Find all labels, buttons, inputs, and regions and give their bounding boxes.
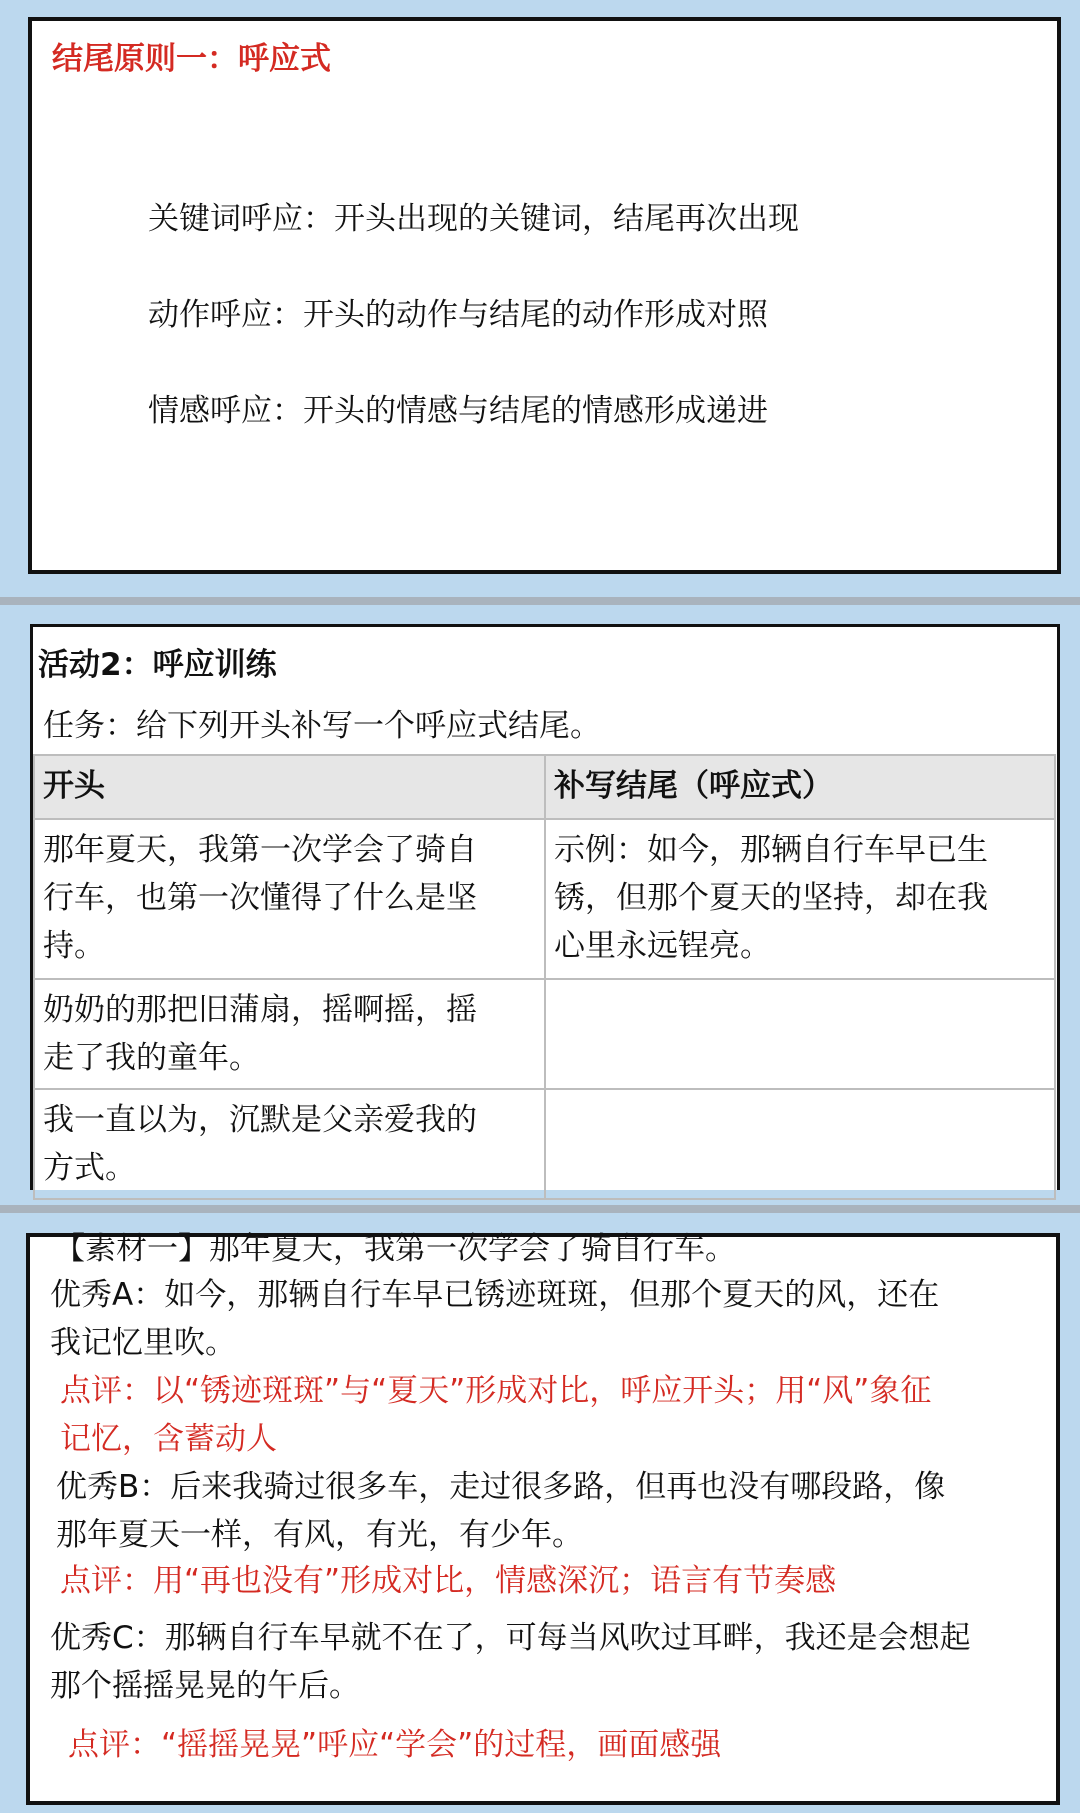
principle-line-keyword: 关键词呼应：开头出现的关键词，结尾再次出现 (148, 201, 799, 237)
table-row (34, 979, 1055, 1089)
header-ending: 补写结尾（呼应式） (545, 755, 1055, 819)
comment-a-line: 点评：以“锈迹斑斑”与“夏天”形成对比，呼应开头；用“风”象征 (60, 1373, 932, 1409)
comment-a-line: 记忆，含蓄动人 (60, 1421, 277, 1457)
opening-cell (34, 1089, 545, 1199)
opening-cell (34, 979, 545, 1089)
activity-title: 活动2：呼应训练 (38, 647, 277, 683)
ending-cell-empty[interactable] (545, 1089, 1055, 1199)
panel-separator (0, 597, 1080, 605)
cell-line: 示例：如今，那辆自行车早已生 (554, 832, 988, 868)
example-b-line: 优秀B：后来我骑过很多车，走过很多路，但再也没有哪段路，像 (56, 1469, 946, 1505)
cell-line: 行车，也第一次懂得了什么是坚 (43, 880, 477, 916)
examples-panel (26, 1233, 1060, 1805)
cell-line: 方式。 (43, 1150, 136, 1186)
cell-line: 心里永远锃亮。 (554, 928, 771, 964)
principle-panel (28, 17, 1061, 574)
ending-cell[interactable] (545, 819, 1055, 979)
example-c-line: 优秀C：那辆自行车早就不在了，可每当风吹过耳畔，我还是会想起 (50, 1620, 971, 1656)
activity-task: 任务：给下列开头补写一个呼应式结尾。 (43, 708, 601, 744)
example-c-line: 那个摇摇晃晃的午后。 (50, 1668, 360, 1704)
principle-title: 结尾原则一：呼应式 (52, 41, 331, 77)
panel-separator (0, 1205, 1080, 1213)
cell-line: 奶奶的那把旧蒲扇，摇啊摇，摇 (43, 992, 477, 1028)
principle-line-emotion: 情感呼应：开头的情感与结尾的情感形成递进 (148, 393, 768, 429)
table-header-row (34, 755, 1055, 819)
header-opening: 开头 (34, 755, 545, 819)
principle-line-action: 动作呼应：开头的动作与结尾的动作形成对照 (148, 297, 768, 333)
activity-panel (30, 624, 1060, 1190)
comment-c: 点评：“摇摇晃晃”呼应“学会”的过程，画面感强 (68, 1727, 722, 1763)
practice-table (33, 754, 1056, 1200)
cell-line: 持。 (43, 928, 105, 964)
table-row (34, 819, 1055, 979)
cell-line: 我一直以为，沉默是父亲爱我的 (43, 1102, 477, 1138)
example-a-line: 优秀A：如今，那辆自行车早已锈迹斑斑，但那个夏天的风，还在 (50, 1277, 940, 1313)
material-heading: 【素材一】那年夏天，我第一次学会了骑自行车。 (54, 1231, 736, 1267)
cell-line: 走了我的童年。 (43, 1040, 260, 1076)
table-row (34, 1089, 1055, 1199)
example-a-line: 我记忆里吹。 (50, 1325, 236, 1361)
comment-b: 点评：用“再也没有”形成对比，情感深沉；语言有节奏感 (60, 1563, 837, 1599)
ending-cell-empty[interactable] (545, 979, 1055, 1089)
cell-line: 锈，但那个夏天的坚持，却在我 (554, 880, 988, 916)
example-b-line: 那年夏天一样，有风，有光，有少年。 (56, 1517, 583, 1553)
opening-cell (34, 819, 545, 979)
cell-line: 那年夏天，我第一次学会了骑自 (43, 832, 477, 868)
